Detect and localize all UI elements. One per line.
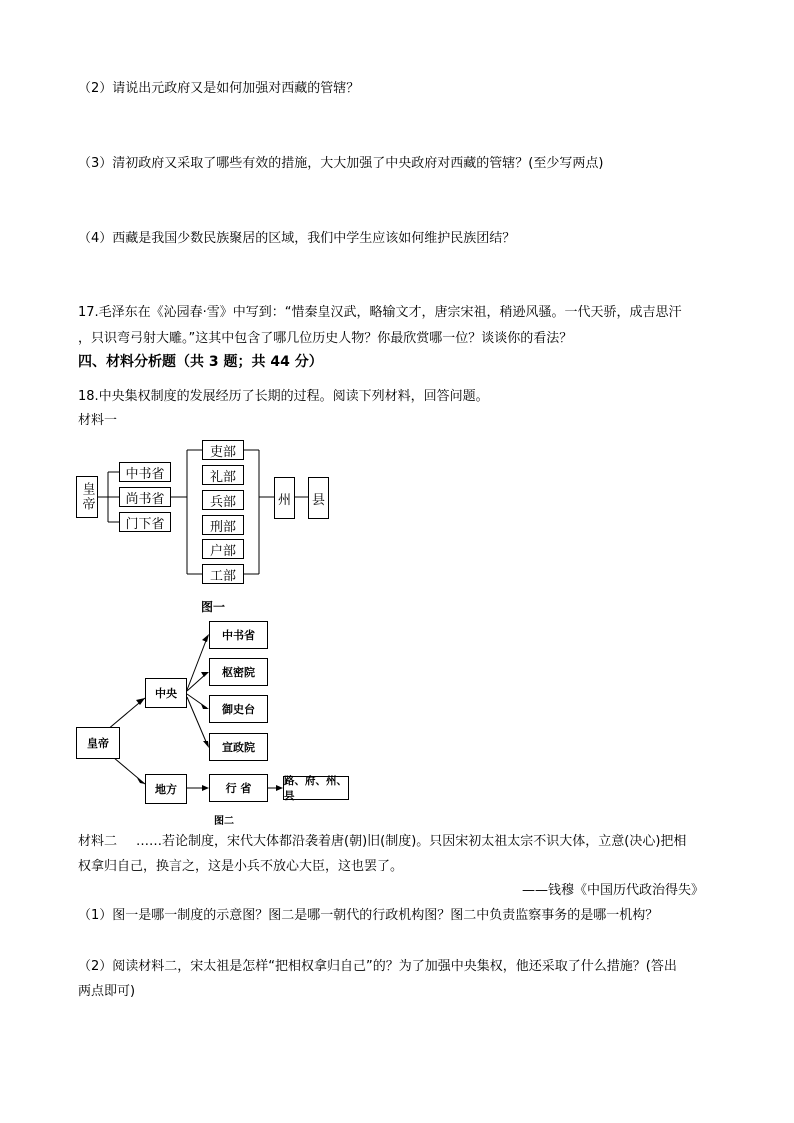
material1-label: 材料一	[78, 413, 118, 428]
material2-source: ——钱穆《中国历代政治得失》	[522, 883, 705, 898]
fig2-central-org-yushi: 御史台	[209, 695, 268, 723]
q17-line2: ，只识弯弓射大雕。”这其中包含了哪几位历史人物？你最欣赏哪一位？谈谈你的看法？	[78, 331, 573, 346]
fig1-zhou-box: 州	[274, 477, 295, 519]
fig2-lower-admin-box: 路、府、州、县	[284, 775, 347, 802]
q18-sub1: （1）图一是哪一制度的示意图？图二是哪一朝代的行政机构图？图二中负责监察事务的是哪一机构？	[78, 908, 659, 923]
fig1-dept-shangshu: 尚书省	[119, 487, 171, 507]
q17-line1: 17.毛泽东在《沁园春·雪》中写到：“惜秦皇汉武，略输文才，唐宗宋祖，稍逊风骚。一代天骄，成吉思汗	[78, 305, 682, 320]
fig1-emperor-label: 皇帝	[79, 482, 95, 512]
q18-intro: 18.中央集权制度的发展经历了长期的过程。阅读下列材料，回答问题。	[78, 389, 489, 404]
fig1-caption: 图一	[201, 600, 226, 614]
fig1-ministry-revenue: 户部	[202, 539, 244, 559]
fig1-ministry-justice: 刑部	[202, 515, 244, 535]
material2-line1: ……若论制度，宋代大体都沿袭着唐(朝)旧(制度)。只因宋初太祖太宗不识大体，立意(决心)把相	[136, 834, 687, 849]
fig1-emperor-box	[76, 476, 98, 518]
q16-sub3: （3）清初政府又采取了哪些有效的措施，大大加强了中央政府对西藏的管辖？(至少写两点)	[78, 156, 604, 171]
fig2-central-org-shumi: 枢密院	[209, 658, 268, 686]
fig1-dept-menxia: 门下省	[119, 512, 171, 532]
q16-sub4: （4）西藏是我国少数民族聚居的区域，我们中学生应该如何维护民族团结？	[78, 231, 516, 246]
material2-line2: 权拿归自己，换言之，这是小兵不放心大臣，这也罢了。	[78, 859, 404, 874]
q18-sub2-line2: 两点即可)	[78, 984, 136, 999]
fig2-caption: 图二	[214, 816, 234, 827]
fig2-province-box: 行 省	[209, 774, 268, 802]
fig2-local-box: 地方	[145, 774, 187, 804]
fig1-ministry-rites: 礼部	[202, 465, 244, 485]
fig1-xian-box: 县	[308, 477, 329, 519]
fig1-ministry-war: 兵部	[202, 490, 244, 510]
fig2-emperor-box: 皇帝	[76, 727, 120, 759]
section-heading: 四、材料分析题（共 3 题；共 44 分）	[78, 354, 323, 370]
fig1-ministry-personnel: 吏部	[202, 440, 244, 460]
fig1-ministry-works: 工部	[202, 564, 244, 584]
fig2-central-org-zhongshu: 中书省	[209, 621, 268, 649]
fig2-central-org-xuanzheng: 宣政院	[209, 733, 268, 761]
fig1-dept-zhongshu: 中书省	[119, 462, 171, 482]
material2-label: 材料二	[78, 834, 118, 849]
fig2-central-box: 中央	[145, 678, 187, 708]
q16-sub2: （2）请说出元政府又是如何加强对西藏的管辖？	[78, 81, 360, 96]
q18-sub2-line1: （2）阅读材料二，宋太祖是怎样“把相权拿归自己”的？为了加强中央集权，他还采取了什么措施？(答出	[78, 959, 677, 974]
